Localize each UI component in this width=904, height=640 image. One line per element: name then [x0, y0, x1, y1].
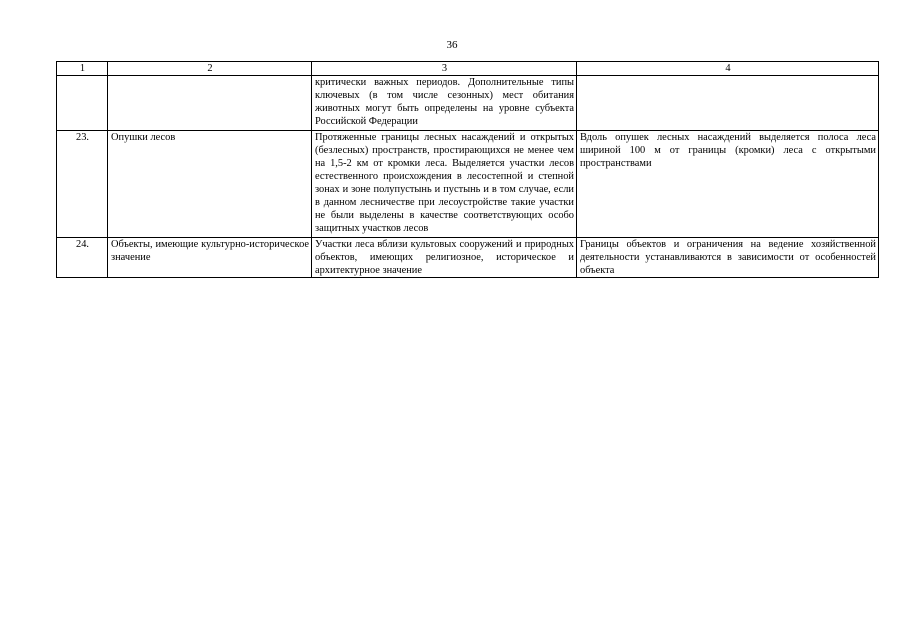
- header-col-3: 3: [312, 62, 577, 76]
- row-number: [57, 76, 108, 131]
- header-col-2: 2: [108, 62, 312, 76]
- row-description: критически важных периодов. Дополнительные типы ключевых (в том числе сезонных) мест обитания животных могут быть определены на уровне субъекта Российской Федерации: [312, 76, 577, 131]
- table-row: [57, 131, 879, 238]
- row-number: 24.: [57, 238, 108, 278]
- row-object-name: [108, 76, 312, 131]
- row-object-name: Объекты, имеющие культурно-историческое значение: [108, 238, 312, 278]
- table-row: [57, 76, 879, 131]
- page-number: 36: [446, 39, 458, 51]
- row-boundaries: [577, 76, 879, 131]
- row-boundaries: Границы объектов и ограничения на ведение хозяйственной деятельности устанавливаются в зависимости от особенностей объекта: [577, 238, 879, 278]
- protection-zones-table: [56, 61, 879, 278]
- row-description: Участки леса вблизи культовых сооружений и природных объектов, имеющих религиозное, историческое и архитектурное значение: [312, 238, 577, 278]
- table-header-row: [57, 62, 879, 76]
- row-boundaries: Вдоль опушек лесных насаждений выделяется полоса леса шириной 100 м от границы (кромки) леса с открытыми пространствами: [577, 131, 879, 238]
- row-object-name: Опушки лесов: [108, 131, 312, 238]
- header-col-1: 1: [57, 62, 108, 76]
- table-row: [57, 238, 879, 278]
- header-col-4: 4: [577, 62, 879, 76]
- row-description: Протяженные границы лесных насаждений и открытых (безлесных) пространств, простирающихся не менее чем на 1,5-2 км от кромки леса. Выделяется участки лесов естественного происхождения в лесостепной и степной зонах и зоне полупустынь и пустынь и в том случае, если в данном лесничестве при лесоустройстве такие участки не были выделены в качестве соответствующих особо защитных участков лесов: [312, 131, 577, 238]
- row-number: 23.: [57, 131, 108, 238]
